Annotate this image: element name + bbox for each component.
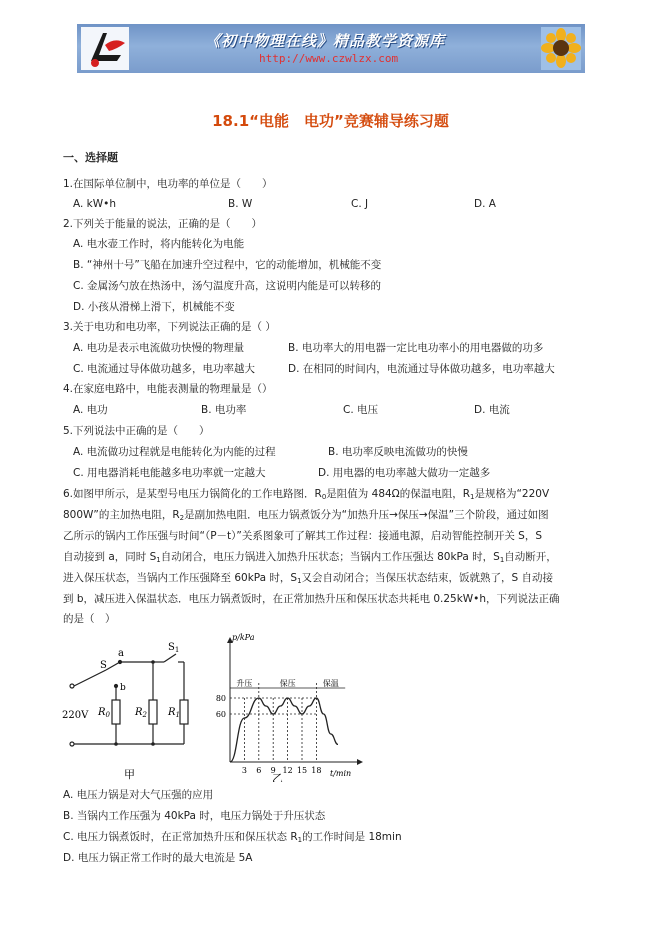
y-tick-label: 80	[215, 694, 226, 703]
circuit-caption: 甲	[124, 768, 135, 781]
x-tick-label: 3	[241, 766, 247, 775]
q4-option-d[interactable]: D. 电流	[474, 404, 510, 416]
x-tick-label: 18	[311, 766, 322, 775]
phase-label: 保温	[322, 679, 339, 688]
q3-option-a[interactable]: A. 电功是表示电流做功快慢的物理量	[73, 342, 245, 354]
q6-stem-line-4: 自动接到 a，同时 $S_1$自动闭合，电压力锅进入加热升压状态；当锅内工作压强达 80kPa 时，$S_1$自动断开，	[63, 551, 557, 564]
circuit-diagram	[60, 640, 220, 782]
chart-caption: 乙	[272, 772, 283, 782]
q1-stem: 1.在国际单位制中，电功率的单位是（ ）	[63, 178, 273, 190]
phase-label: 保压	[279, 679, 296, 688]
circuit-voltage-label: 220V	[62, 710, 89, 721]
circuit-label-r1: $R_1$	[168, 707, 180, 719]
circuit-label-r2: $R_2$	[135, 707, 147, 719]
x-tick-label: 12	[282, 766, 293, 775]
q6-option-b[interactable]: B. 当锅内工作压强为 40kPa 时，电压力锅处于升压状态	[63, 810, 326, 822]
q6-stem-line-7: 的是（ ）	[63, 613, 116, 625]
q5-option-a[interactable]: A. 电流做功过程就是电能转化为内能的过程	[73, 446, 276, 458]
banner-url[interactable]: http://www.czwlzx.com	[259, 52, 399, 65]
q6-option-a[interactable]: A. 电压力锅是对大气压强的应用	[63, 789, 214, 801]
q6-stem-line-5: 进入保压状态，当锅内工作压强降至 60kPa 时，$S_1$又会自动闭合；当保压状态结束，饭就熟了，S 自动接	[63, 572, 554, 585]
q1-option-a[interactable]: A. kW•h	[73, 198, 116, 210]
q5-stem: 5.下列说法中正确的是（ ）	[63, 425, 210, 437]
pressure-time-chart	[206, 630, 366, 782]
x-tick-label: 9	[270, 766, 276, 775]
document-title: 18.1“电能 电功”竞赛辅导练习题	[212, 112, 449, 130]
q6-option-d[interactable]: D. 电压力锅正常工作时的最大电流是 5A	[63, 852, 253, 864]
sunflower-image	[541, 27, 581, 70]
q2-option-d[interactable]: D. 小孩从滑梯上滑下，机械能不变	[73, 301, 235, 313]
q6-stem-line-2: 800W”的主加热电阻，$R_2$是副加热电阻．电压力锅煮饭分为“加热升压→保压→保温”三个阶段，通过如图	[63, 509, 549, 522]
circuit-label-s1: $S_1$	[168, 642, 180, 654]
q2-option-a[interactable]: A. 电水壶工作时，将内能转化为电能	[73, 238, 245, 250]
y-axis-label: p/kPa	[232, 633, 255, 642]
q1-option-d[interactable]: D. A	[474, 198, 496, 210]
q1-option-b[interactable]: B. W	[228, 198, 253, 210]
x-tick-label: 6	[256, 766, 262, 775]
q4-stem: 4.在家庭电路中，电能表测量的物理量是（）	[63, 383, 273, 395]
q1-option-c[interactable]: C. J	[351, 198, 369, 210]
section-heading: 一、选择题	[63, 151, 118, 164]
q5-option-d[interactable]: D. 用电器的电功率越大做功一定越多	[318, 467, 491, 479]
circuit-label-s: S	[100, 660, 107, 671]
q3-option-c[interactable]: C. 电流通过导体做功越多，电功率越大	[73, 363, 256, 375]
circuit-label-b: b	[120, 683, 126, 693]
q2-stem: 2.下列关于能量的说法，正确的是（ ）	[63, 218, 263, 230]
y-tick-label: 60	[215, 710, 226, 719]
q4-option-b[interactable]: B. 电功率	[201, 404, 247, 416]
q6-stem-line-1: 6.如图甲所示，是某型号电压力锅简化的工作电路图．$R_0$是阻值为 484Ω的保温电阻，$R_1$是规格为“220V	[63, 488, 550, 501]
q5-option-c[interactable]: C. 用电器消耗电能越多电功率就一定越大	[73, 467, 266, 479]
q3-stem: 3.关于电功和电功率，下列说法正确的是（ ）	[63, 321, 276, 333]
site-logo	[81, 27, 129, 70]
q4-option-a[interactable]: A. 电功	[73, 404, 108, 416]
q5-option-b[interactable]: B. 电功率反映电流做功的快慢	[328, 446, 468, 458]
circuit-label-r0: $R_0$	[98, 707, 110, 719]
circuit-label-a: a	[118, 648, 124, 659]
q6-stem-line-6: 到 b，减压进入保温状态．电压力锅煮饭时，在正常加热升压和保压状态共耗电 0.25kW•h，下列说法正确	[63, 593, 560, 605]
header-banner	[77, 24, 585, 73]
q3-option-b[interactable]: B. 电功率大的用电器一定比电功率小的用电器做的功多	[288, 342, 544, 354]
x-axis-label: t/min	[330, 769, 352, 778]
q4-option-c[interactable]: C. 电压	[343, 404, 379, 416]
q2-option-b[interactable]: B. “神州十号”飞船在加速升空过程中，它的动能增加，机械能不变	[73, 259, 382, 271]
q6-option-c[interactable]: C. 电压力锅煮饭时，在正常加热升压和保压状态 $R_1$的工作时间是 18min	[63, 831, 402, 844]
q2-option-c[interactable]: C. 金属汤勺放在热汤中，汤勺温度升高，这说明内能是可以转移的	[73, 280, 382, 292]
q6-stem-line-3: 乙所示的锅内工作压强与时间“（P－t）”关系图象可了解其工作过程：接通电源，启动智能控制开关 S，S	[63, 530, 542, 542]
phase-label: 升压	[236, 679, 253, 688]
pressure-curve	[230, 698, 338, 762]
q3-option-d[interactable]: D. 在相同的时间内，电流通过导体做功越多，电功率越大	[288, 363, 555, 375]
x-tick-label: 15	[296, 766, 308, 775]
banner-title: 《初中物理在线》精品教学资源库	[205, 32, 446, 50]
